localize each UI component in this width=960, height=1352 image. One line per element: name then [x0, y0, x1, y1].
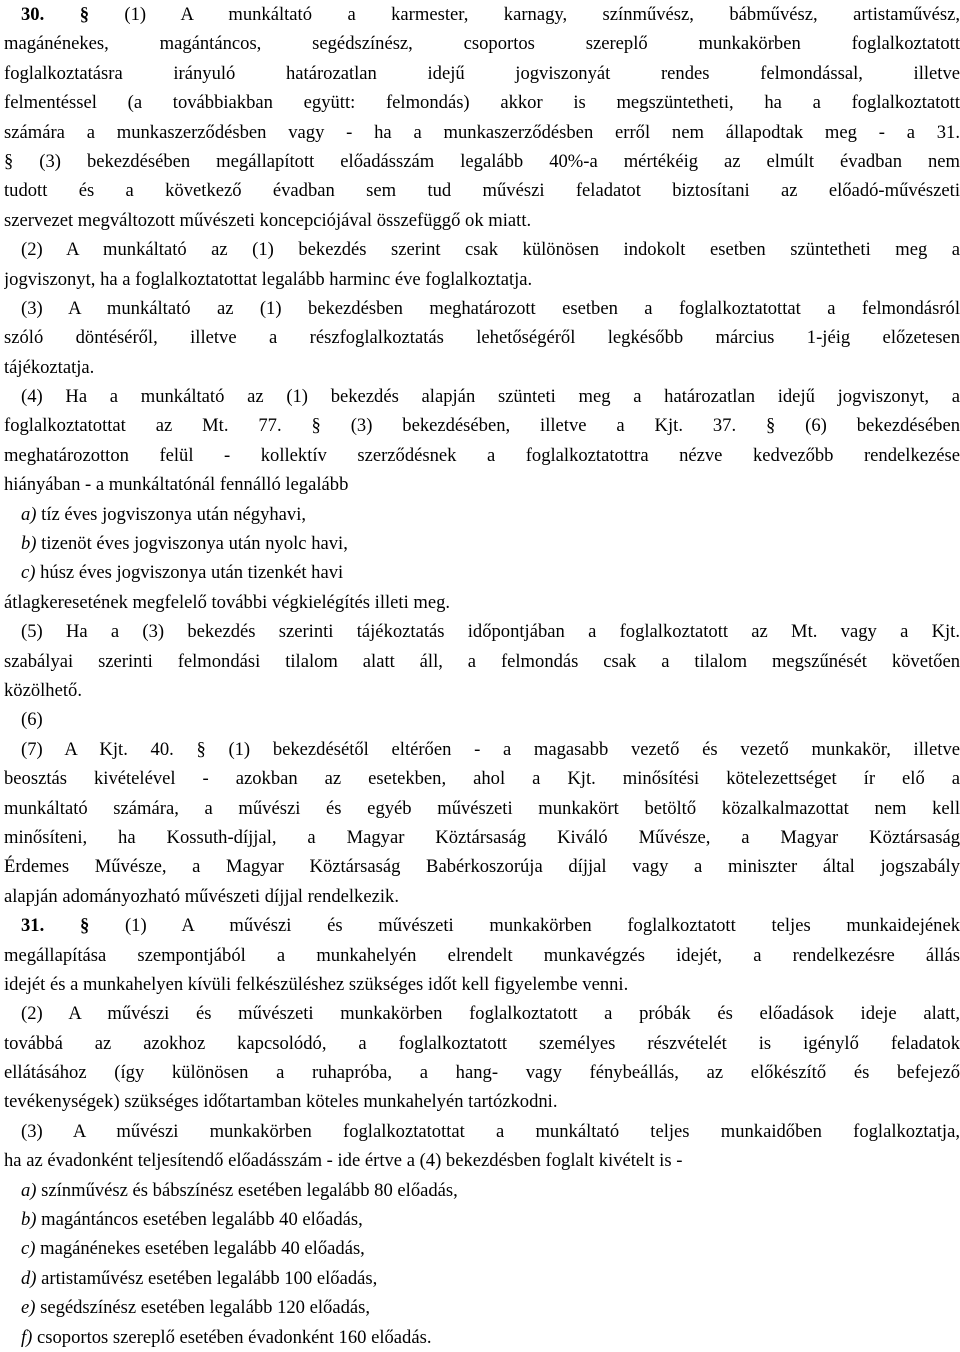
- line-text: (3) A művészi munkakörben foglalkoztatottat a munkáltató teljes munkaidőben foglalkoztatja,: [21, 1120, 960, 1142]
- line-text: magánénekes, magántáncos, segédszínész, csoportos szereplő munkakörben foglalkoztatott: [4, 33, 960, 55]
- text-line: [4, 29, 960, 58]
- line-text: (6): [21, 709, 43, 731]
- line-text: közölhető.: [4, 679, 82, 701]
- line-text: [44, 4, 79, 25]
- text-line: [4, 735, 960, 764]
- text-line: [4, 911, 960, 940]
- line-text: szervezet megváltozott művészeti koncepciójával összefüggő ok miatt.: [4, 209, 532, 231]
- line-text: (1) A munkáltató a karmester, karnagy, színművész, bábművész, artistaművész,: [88, 4, 960, 25]
- line-text: magánénekes esetében legalább 40 előadás,: [35, 1238, 365, 1260]
- list-item-line: [4, 558, 960, 587]
- line-text: (3) A munkáltató az (1) bekezdésben meghatározott esetben a foglalkoztatottat a felmondásról: [21, 297, 960, 319]
- text-line: [4, 235, 960, 264]
- line-text: (1) A művészi és művészeti munkakörben foglalkoztatott teljes munkaidejének: [89, 915, 960, 937]
- line-text: színművész és bábszínész esetében legalább 80 előadás,: [36, 1179, 458, 1201]
- text-line: [4, 1058, 960, 1087]
- line-text: artistaművész esetében legalább 100 előadás,: [36, 1267, 378, 1289]
- text-line: [4, 882, 960, 911]
- text-line: [4, 206, 960, 235]
- text-line: [4, 970, 960, 999]
- line-text: segédszínész esetében legalább 120 előadás,: [35, 1297, 371, 1319]
- section-marker: 31.: [21, 915, 45, 937]
- line-text: (5) Ha a (3) bekezdés szerinti tájékoztatás időpontjában a foglalkoztatott az Mt. vagy a Kjt.: [21, 621, 960, 643]
- line-text: (2) A művészi és művészeti munkakörben foglalkoztatott a próbák és előadások ideje alatt,: [21, 1003, 960, 1025]
- text-line: [4, 588, 960, 617]
- section-marker: §: [79, 915, 90, 937]
- line-text: foglalkoztatottat az Mt. 77. § (3) bekezdésében, illetve a Kjt. 37. § (6) bekezdésében: [4, 415, 960, 437]
- line-text: munkáltató számára, a művészi és egyéb művészeti munkakört betöltő közalkalmazottat nem kell: [4, 797, 960, 819]
- text-line: [4, 147, 960, 176]
- line-text: magántáncos esetében legalább 40 előadás,: [36, 1209, 363, 1231]
- list-label: d): [21, 1267, 37, 1289]
- line-text: (7) A Kjt. 40. § (1) bekezdésétől eltérően - a magasabb vezető és vezető munkakör, illetve: [21, 738, 960, 760]
- text-line: [4, 617, 960, 646]
- list-item-line: [4, 1264, 960, 1293]
- text-line: [4, 118, 960, 147]
- line-text: jogviszonyt, ha a foglalkoztatottat legalább harminc éve foglalkoztatja.: [4, 268, 533, 290]
- list-item-line: [4, 1293, 960, 1322]
- text-line: [4, 382, 960, 411]
- line-text: tudott és a következő évadban sem tud művészi feladatot biztosítani az előadó-művészeti: [4, 180, 960, 202]
- line-text: [44, 915, 80, 936]
- text-line: [4, 59, 960, 88]
- text-line: [4, 441, 960, 470]
- line-text: idejét és a munkahelyen kívüli felkészüléshez szükséges időt kell figyelembe venni.: [4, 973, 629, 995]
- text-line: [4, 265, 960, 294]
- list-label: b): [21, 533, 37, 555]
- line-text: felmentéssel (a továbbiakban együtt: felmondás) akkor is megszüntetheti, ha a foglalkoztatott: [4, 92, 960, 114]
- list-label: a): [21, 503, 37, 525]
- line-text: számára a munkaszerződésben vagy - ha a munkaszerződésben erről nem állapodtak meg - a 31.: [4, 121, 960, 143]
- text-line: [4, 353, 960, 382]
- list-item-line: [4, 529, 960, 558]
- line-text: tájékoztatja.: [4, 356, 95, 378]
- line-text: hiányában - a munkáltatónál fennálló legalább: [4, 474, 349, 496]
- text-line: [4, 999, 960, 1028]
- line-text: tíz éves jogviszonya után négyhavi,: [36, 503, 307, 525]
- line-text: szóló döntéséről, illetve a részfoglalkoztatás lehetőségéről legkésőbb március 1-jéig előzetesen: [4, 327, 960, 349]
- text-line: [4, 88, 960, 117]
- line-text: ellátásához (így különösen a ruhapróba, a hang- vagy fénybeállás, az előkészítő és befejező: [4, 1062, 960, 1084]
- text-line: [4, 1029, 960, 1058]
- line-text: szabályai szerinti felmondási tilalom alatt áll, a felmondás csak a tilalom megszűnését követően: [4, 650, 960, 672]
- text-line: [4, 323, 960, 352]
- line-text: (4) Ha a munkáltató az (1) bekezdés alapján szünteti meg a határozatlan idejű jogviszonyt, a: [21, 386, 960, 408]
- text-line: [4, 0, 960, 29]
- text-line: [4, 794, 960, 823]
- section-marker: 30.: [21, 4, 45, 25]
- text-line: [4, 647, 960, 676]
- line-text: tevékenységek) szükséges időtartamban köteles munkahelyén tartózkodni.: [4, 1091, 558, 1113]
- text-line: [4, 1087, 960, 1116]
- list-label: a): [21, 1179, 37, 1201]
- text-line: [4, 852, 960, 881]
- line-text: meghatározotton felül - kollektív szerződésnek a foglalkoztatottra nézve kedvezőbb rendelkezése: [4, 444, 960, 466]
- list-label: e): [21, 1297, 36, 1319]
- list-label: b): [21, 1209, 37, 1231]
- line-text: alapján adományozható művészeti díjjal rendelkezik.: [4, 885, 399, 907]
- line-text: húsz éves jogviszonya után tizenkét havi: [35, 562, 344, 584]
- text-line: [4, 764, 960, 793]
- line-text: megállapítása szempontjából a munkahelyén elrendelt munkavégzés idejét, a rendelkezésre állás: [4, 944, 960, 966]
- list-item-line: [4, 1234, 960, 1263]
- text-line: [4, 176, 960, 205]
- line-text: ha az évadonként teljesítendő előadásszám - ide értve a (4) bekezdésben foglalt kivételt is -: [4, 1150, 683, 1172]
- line-text: átlagkeresetének megfelelő további végkielégítés illeti meg.: [4, 591, 451, 613]
- list-item-line: [4, 1205, 960, 1234]
- line-text: Érdemes Művésze, a Magyar Köztársaság Babérkoszorúja díjjal vagy a miniszter által jogszabály: [4, 856, 960, 878]
- line-text: minősíteni, ha Kossuth-díjjal, a Magyar Köztársaság Kiváló Művésze, a Magyar Köztársaság: [4, 826, 960, 848]
- line-text: beosztás kivételével - azokban az esetekben, ahol a Kjt. minősítési kötelezettséget ír elő a: [4, 768, 960, 790]
- text-line: [4, 705, 960, 734]
- list-item-line: [4, 500, 960, 529]
- text-line: [4, 294, 960, 323]
- text-line: [4, 941, 960, 970]
- line-text: csoportos szereplő esetében évadonként 160 előadás.: [32, 1326, 432, 1348]
- text-line: [4, 823, 960, 852]
- line-text: foglalkoztatásra irányuló határozatlan idejű jogviszonyát rendes felmondással, illetve: [4, 62, 960, 84]
- list-item-line: [4, 1323, 960, 1352]
- list-label: c): [21, 562, 36, 584]
- text-line: [4, 470, 960, 499]
- text-line: [4, 411, 960, 440]
- text-line: [4, 1146, 960, 1175]
- text-line: [4, 1117, 960, 1146]
- list-label: f): [21, 1326, 33, 1348]
- list-label: c): [21, 1238, 36, 1260]
- line-text: továbbá az azokhoz kapcsolódó, a foglalkoztatott személyes részvételét is igénylő feladatok: [4, 1032, 960, 1054]
- line-text: tizenöt éves jogviszonya után nyolc havi,: [36, 533, 348, 555]
- line-text: § (3) bekezdésében megállapított előadásszám legalább 40%-a mértékéig az elmúlt évadban nem: [4, 150, 960, 172]
- text-line: [4, 676, 960, 705]
- list-item-line: [4, 1176, 960, 1205]
- line-text: (2) A munkáltató az (1) bekezdés szerint csak különösen indokolt esetben szüntetheti meg a: [21, 239, 960, 261]
- section-marker: §: [79, 4, 89, 25]
